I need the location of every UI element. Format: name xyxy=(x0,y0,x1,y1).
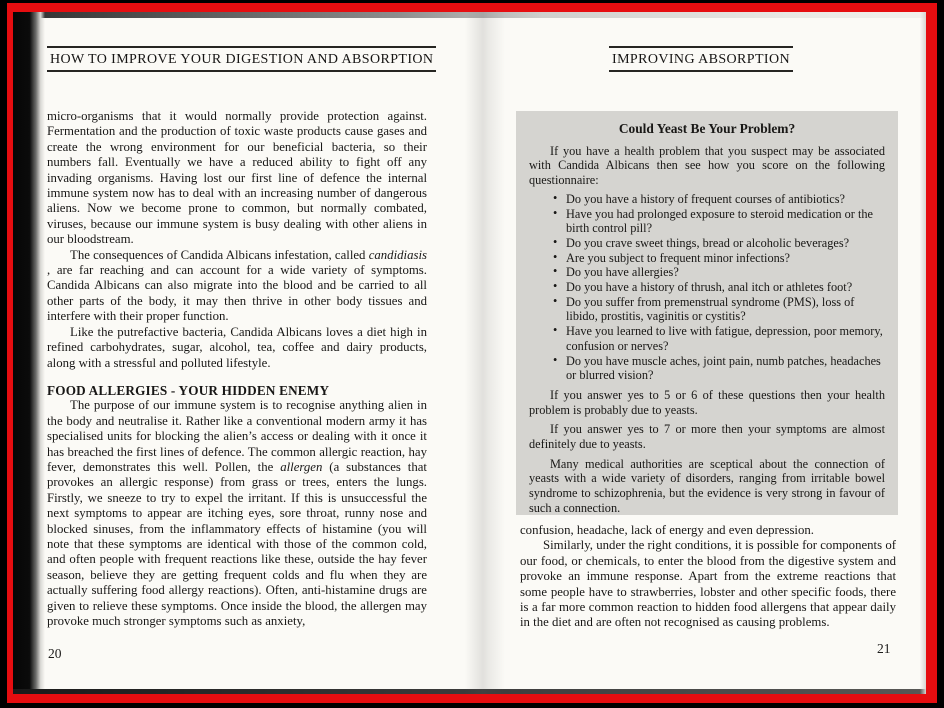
yeast-questionnaire-box xyxy=(516,111,898,515)
question-item: • Do you have allergies? xyxy=(553,265,885,280)
body-paragraph: If you answer yes to 7 or more then your symptoms are almost definitely due to yeasts. xyxy=(529,422,885,452)
book-spread xyxy=(13,12,926,694)
left-page-body xyxy=(47,109,427,629)
questionnaire-title: Could Yeast Be Your Problem? xyxy=(618,121,796,136)
body-paragraph: Like the putrefactive bacteria, Candida Albicans loves a diet high in refined carbohydrates, sugar, alcohol, tea, coffee and dairy products, along with a stressful and polluted lifestyle. xyxy=(47,324,427,370)
running-head-left xyxy=(47,46,434,72)
question-item: • Do you suffer from premenstrual syndrome (PMS), loss of libido, prostitis, vaginitis or cystitis? xyxy=(553,295,885,324)
questionnaire-intro: If you have a health problem that you suspect may be associated with Candida Albicans then see how you score on the following questionnaire: xyxy=(529,143,885,188)
question-item: • Are you subject to frequent minor infections? xyxy=(553,251,885,266)
question-item: • Do you crave sweet things, bread or alcoholic beverages? xyxy=(553,236,885,251)
question-item: • Do you have a history of thrush, anal itch or athletes foot? xyxy=(553,280,885,295)
book-left-edge-shadow xyxy=(13,12,45,694)
spine-gutter-shadow xyxy=(465,12,505,694)
question-list xyxy=(529,192,885,383)
body-paragraph: micro-organisms that it would normally provide protection against. Fermentation and the production of toxic waste products cause gases and create the wrong environment for our beneficial bacteria, so their numbers fall. Eventually we have a reduced ability to fight off any invading organisms. Having lost our first line of defence the internal immune system now has to deal with an increasing number of dangerous aliens. Now we become prone to common, but normally combated, viruses, because our immune system is busy dealing with other aliens in our bloodstream. xyxy=(47,109,427,247)
page-number-right: 21 xyxy=(877,641,891,656)
right-page-body xyxy=(520,523,896,631)
page-number-left: 20 xyxy=(48,646,62,661)
page-right-edge-shadow xyxy=(920,12,926,694)
body-paragraph: The purpose of our immune system is to recognise anything alien in the body and neutralise it. Rather like a conventional modern army it has specialised units for blocking the alien’s access or dealing with it once it has breached the first lines of defence. The common allergic reaction, hay fever, demonstrates this well. Pollen, the allergen (a substances that provokes an allergic response) from grass or trees, enters the lungs. Firstly, we sneeze to try to expel the irritant. If this is unsuccessful the next symptoms to appear are itching eyes, sore throat, runny nose and blocked sinuses, from the inflammatory effects of histamine (you will note that these symptoms are identical with those of the common cold, and often people with frequent reactions like these, outside the hay fever season, believe they are getting frequent colds and flu when they are actually suffering food allergy reactions). Often, anti-histamine drugs are given to relieve these symptoms. Once inside the blood, the allergen may provoke much stronger symptoms such as anxiety, xyxy=(47,398,427,628)
running-head-right xyxy=(508,46,894,72)
body-paragraph: Many medical authorities are sceptical about the connection of yeasts with a wide variety of disorders, ranging from irritable bowel syndrome to schizophrenia, but the evidence is very strong in favour of such a connection. xyxy=(529,456,885,515)
question-item: • Have you had prolonged exposure to steroid medication or the birth control pill? xyxy=(553,207,885,236)
running-head-left-text: HOW TO IMPROVE YOUR DIGESTION AND ABSORPTION xyxy=(47,46,436,72)
section-subhead: FOOD ALLERGIES - YOUR HIDDEN ENEMY xyxy=(47,382,330,398)
body-paragraph: If you answer yes to 5 or 6 of these questions then your health problem is probably due to yeasts. xyxy=(529,387,885,417)
question-item: • Do you have a history of frequent courses of antibiotics? xyxy=(553,192,885,207)
question-item: • Have you learned to live with fatigue, depression, poor memory, confusion or nerves? xyxy=(553,324,885,353)
body-paragraph: confusion, headache, lack of energy and even depression. xyxy=(520,523,814,537)
running-head-right-text: IMPROVING ABSORPTION xyxy=(609,46,793,72)
body-paragraph: Similarly, under the right conditions, it is possible for components of our food, or chemicals, to enter the blood from the digestive system and provoke an immune response. Apart from the extreme reactions that some people have to strawberries, lobster and other specific foods, there is a far more common reaction to hidden food allergens that appear daily in the diet and are often not recognised as causing problems. xyxy=(520,538,896,630)
body-paragraph: The consequences of Candida Albicans infestation, called candidiasis , are far reaching and can account for a wide variety of symptoms. Candida Albicans can also migrate into the blood and be carried to all other parts of the body, it may then thrive in other body tissues and interfere with their proper function. xyxy=(47,247,427,324)
questionnaire-conclusions xyxy=(529,388,885,515)
question-item: • Do you have muscle aches, joint pain, numb patches, headaches or blurred vision? xyxy=(553,354,885,383)
